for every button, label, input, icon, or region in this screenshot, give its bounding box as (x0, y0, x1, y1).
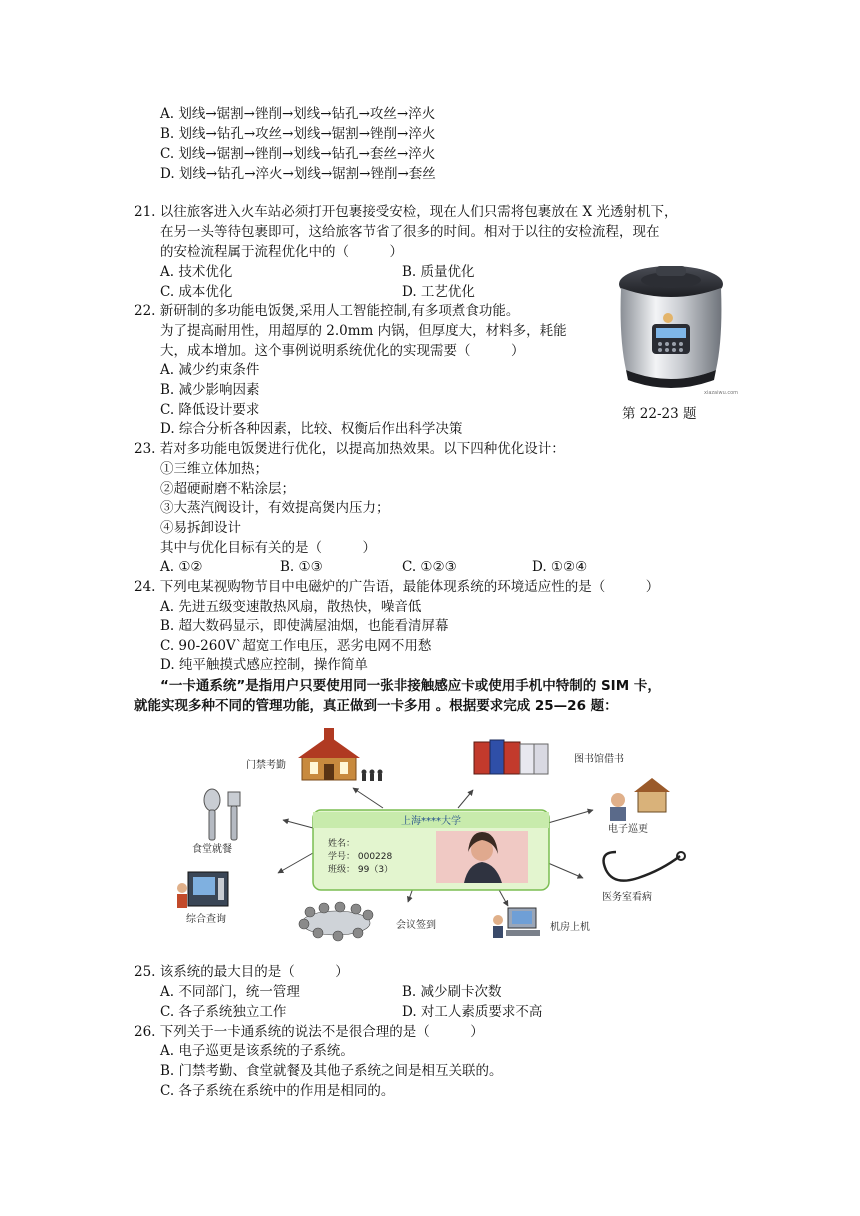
q26-option-b: B. 门禁考勤、食堂就餐及其他子系统之间是相互关联的。 (160, 1063, 503, 1079)
node-canteen (192, 789, 240, 855)
node-clinic (602, 852, 685, 903)
figure-caption: 第 22-23 题 (622, 406, 697, 422)
card-title: 上海****大学 (401, 816, 461, 827)
q22-option-b: B. 减少影响因素 (160, 382, 260, 398)
card-line-class: 班级： 99（3） (328, 865, 394, 875)
node-label-clinic: 医务室看病 (602, 892, 652, 903)
q24-option-d: D. 纯平触摸式感应控制，操作简单 (160, 657, 368, 673)
q23-stem: 其中与优化目标有关的是（ ） (160, 540, 376, 556)
q23-item-3: ③大蒸汽阀设计，有效提高煲内压力； (160, 500, 390, 516)
q20-option-b: B. 划线→钻孔→攻丝→划线→锯割→锉削→淬火 (160, 126, 436, 142)
rice-cooker-image (612, 258, 739, 398)
intro-line-2: 就能实现多种不同的管理功能，真正做到一卡多用 。根据要求完成 25—26 题： (134, 698, 618, 714)
node-library (474, 740, 624, 774)
q23-option-d: D. ①②④ (532, 559, 588, 575)
card-line-name: 姓名： (328, 839, 356, 849)
q25-line: 25. 该系统的最大目的是（ ） (134, 964, 349, 980)
q24-line: 24. 下列电某视购物节目中电磁炉的广告语，最能体现系统的环境适应性的是（ ） (134, 579, 660, 595)
q25-option-c: C. 各子系统独立工作 (160, 1004, 287, 1020)
q23-item-1: ①三维立体加热； (160, 461, 268, 477)
stethoscope-icon (604, 852, 680, 881)
people-icon (362, 770, 383, 782)
q21-option-b: B. 质量优化 (402, 264, 475, 280)
q25-option-b: B. 减少刷卡次数 (402, 984, 502, 1000)
q24-option-c: C. 90-260V`超宽工作电压，恶劣电网不用愁 (160, 638, 432, 654)
q20-option-c: C. 划线→锯割→锉削→划线→钻孔→套丝→淬火 (160, 146, 436, 162)
q22-line-3: 大，成本增加。这个事例说明系统优化的实现需要（ ） (160, 343, 525, 359)
q23-item-4: ④易拆卸设计 (160, 520, 241, 536)
node-general-query (177, 872, 228, 925)
q21-line-2: 在另一头等待包裹即可，这给旅客节省了很多的时间。相对于以往的安检流程，现在 (160, 224, 660, 240)
q23-option-b: B. ①③ (280, 559, 323, 575)
q22-line-1: 22. 新研制的多功能电饭煲,采用人工智能控制,有多项煮食功能。 (134, 303, 520, 319)
q22-option-d: D. 综合分析各种因素，比较、权衡后作出科学决策 (160, 421, 463, 437)
node-label-meeting: 会议签到 (396, 920, 436, 931)
node-label-query: 综合查询 (186, 914, 226, 925)
q22-option-a: A. 减少约束条件 (160, 362, 260, 378)
node-computer-room (493, 908, 590, 938)
node-electronic-patrol (608, 778, 670, 835)
q24-option-b: B. 超大数码显示，即使满屋油烟，也能看清屏幕 (160, 618, 449, 634)
intro-line-1: “一卡通系统”是指用户只要使用同一张非接触感应卡或使用手机中特制的 SIM 卡， (160, 678, 661, 694)
q20-option-d: D. 划线→钻孔→淬火→划线→锯割→锉削→套丝 (160, 166, 436, 182)
q23-item-2: ②超硬耐磨不粘涂层； (160, 481, 295, 497)
q26-option-a: A. 电子巡更是该系统的子系统。 (160, 1043, 354, 1059)
q23-line: 23. 若对多功能电饭煲进行优化，以提高加热效果。以下四种优化设计： (134, 441, 565, 457)
card-line-id: 学号： 000228 (328, 852, 393, 862)
q22-line-2: 为了提高耐用性，用超厚的 2.0mm 内锅，但厚度大，材料多，耗能 (160, 323, 567, 339)
node-label-library: 图书馆借书 (574, 754, 624, 765)
q23-option-c: C. ①②③ (402, 559, 457, 575)
q23-option-a: A. ①② (160, 559, 203, 575)
node-label-access: 门禁考勤 (246, 760, 286, 771)
q26-option-c: C. 各子系统在系统中的作用是相同的。 (160, 1083, 395, 1099)
node-label-canteen: 食堂就餐 (192, 844, 232, 855)
q21-option-c: C. 成本优化 (160, 284, 233, 300)
node-label-computer-room: 机房上机 (550, 922, 590, 933)
q25-option-a: A. 不同部门，统一管理 (160, 984, 300, 1000)
node-label-patrol: 电子巡更 (608, 824, 648, 835)
q25-option-d: D. 对工人素质要求不高 (402, 1004, 543, 1020)
one-card-system-diagram (168, 728, 708, 950)
node-access-attendance (246, 728, 383, 781)
q21-line-1: 21. 以往旅客进入火车站必须打开包裹接受安检，现在人们只需将包裹放在 X 光透射机下， (134, 204, 678, 220)
q21-option-d: D. 工艺优化 (402, 284, 475, 300)
node-meeting-signin (299, 902, 436, 941)
utensils-icon (204, 789, 240, 840)
q26-line: 26. 下列关于一卡通系统的说法不是很合理的是（ ） (134, 1024, 484, 1040)
watermark-text: xiazaiwu.com (704, 390, 739, 396)
q22-option-c: C. 降低设计要求 (160, 402, 260, 418)
q20-option-a: A. 划线→锯割→锉削→划线→钻孔→攻丝→淬火 (160, 106, 436, 122)
q24-option-a: A. 先进五级变速散热风扇，散热快，噪音低 (160, 599, 422, 615)
q21-option-a: A. 技术优化 (160, 264, 233, 280)
id-card (313, 810, 549, 890)
q21-line-3: 的安检流程属于流程优化中的（ ） (160, 244, 403, 260)
